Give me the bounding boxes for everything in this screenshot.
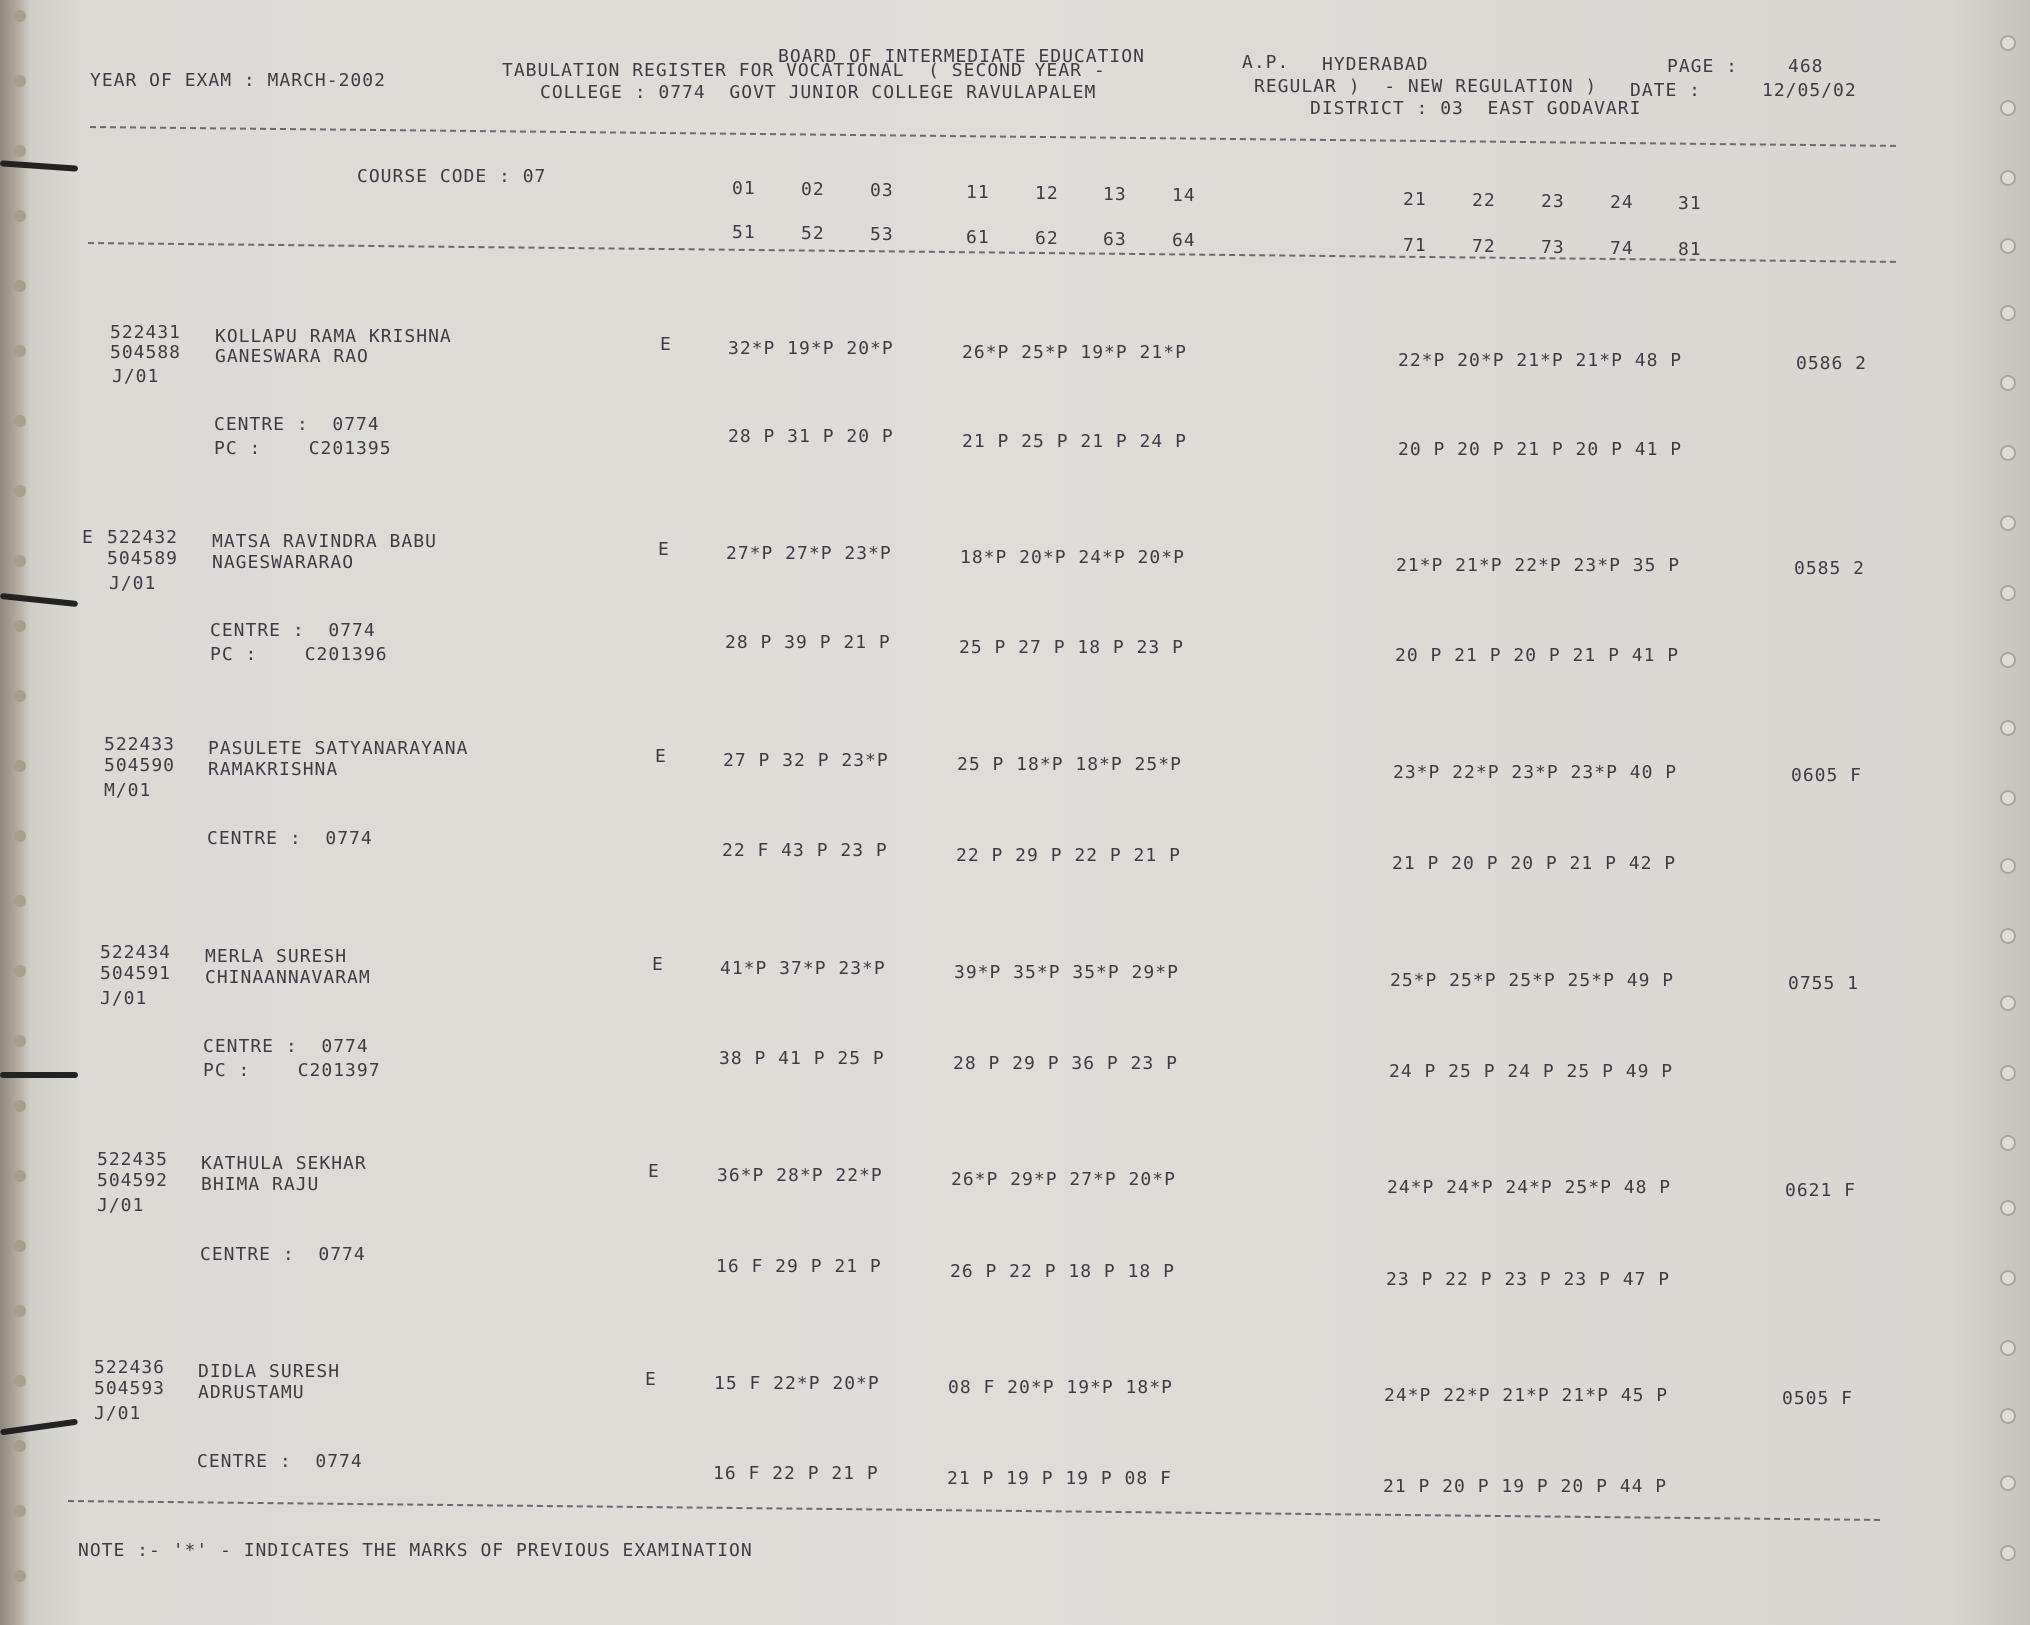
registration-number: 504589	[107, 548, 179, 569]
father-name: ADRUSTAMU	[198, 1382, 305, 1403]
category: J/01	[100, 988, 148, 1009]
code-cell: 02	[801, 179, 825, 200]
binder-hole	[14, 1375, 26, 1387]
code-cell: 73	[1541, 237, 1565, 258]
marks-group-1: 36*P 28*P 22*P	[717, 1165, 883, 1186]
district: DISTRICT : 03 EAST GODAVARI	[1310, 98, 1642, 119]
category: M/01	[104, 780, 152, 801]
hall-ticket-number: 522434	[100, 942, 172, 963]
marks-group-6: 21 P 20 P 19 P 20 P 44 P	[1383, 1476, 1668, 1497]
total-result: 0621 F	[1785, 1180, 1857, 1201]
margin-hole	[2000, 720, 2016, 736]
margin-hole	[2000, 375, 2016, 391]
pc-number: PC : C201397	[203, 1060, 381, 1081]
centre: CENTRE : 0774	[210, 620, 376, 641]
centre: CENTRE : 0774	[214, 414, 380, 435]
category: J/01	[112, 366, 160, 387]
margin-hole	[2000, 1475, 2016, 1491]
binder-hole	[14, 10, 26, 22]
code-cell: 22	[1472, 190, 1496, 211]
medium: E	[652, 954, 664, 975]
medium: E	[655, 746, 667, 767]
category: J/01	[97, 1195, 145, 1216]
code-cell: 21	[1403, 189, 1427, 210]
record-flag: E	[82, 527, 94, 548]
code-cell: 53	[870, 224, 894, 245]
marks-group-5: 22 P 29 P 22 P 21 P	[956, 845, 1181, 866]
binder-hole	[14, 965, 26, 977]
marks-group-4: 16 F 29 P 21 P	[716, 1256, 882, 1277]
marks-group-5: 25 P 27 P 18 P 23 P	[959, 637, 1184, 658]
binder-hole	[14, 895, 26, 907]
registration-number: 504590	[104, 755, 176, 776]
code-cell: 24	[1610, 192, 1634, 213]
registration-number: 504591	[100, 963, 172, 984]
category: J/01	[94, 1403, 142, 1424]
marks-group-2: 39*P 35*P 35*P 29*P	[954, 962, 1179, 983]
hall-ticket-number: 522435	[97, 1149, 169, 1170]
code-cell: 61	[966, 227, 990, 248]
year-of-exam: YEAR OF EXAM : MARCH-2002	[90, 70, 386, 91]
divider-line	[90, 126, 1896, 147]
margin-hole	[2000, 652, 2016, 668]
city: HYDERABAD	[1322, 54, 1429, 75]
code-cell: 11	[966, 182, 990, 203]
margin-hole	[2000, 1065, 2016, 1081]
marks-group-5: 28 P 29 P 36 P 23 P	[953, 1053, 1178, 1074]
father-name: GANESWARA RAO	[215, 346, 369, 367]
code-cell: 71	[1403, 235, 1427, 256]
marks-group-4: 28 P 31 P 20 P	[728, 426, 894, 447]
code-cell: 51	[732, 222, 756, 243]
medium: E	[648, 1161, 660, 1182]
marks-group-2: 08 F 20*P 19*P 18*P	[948, 1377, 1173, 1398]
student-name: PASULETE SATYANARAYANA	[208, 738, 469, 759]
margin-hole	[2000, 928, 2016, 944]
binder-hole	[14, 760, 26, 772]
register-title: TABULATION REGISTER FOR VOCATIONAL ( SECOND YEAR -	[502, 60, 1106, 81]
marks-group-6: 24 P 25 P 24 P 25 P 49 P	[1389, 1061, 1674, 1082]
student-name: KATHULA SEKHAR	[201, 1153, 367, 1174]
hall-ticket-number: 522431	[110, 322, 182, 343]
page-number: 468	[1788, 56, 1824, 77]
medium: E	[645, 1369, 657, 1390]
marks-group-4: 22 F 43 P 23 P	[722, 840, 888, 861]
margin-hole	[2000, 1200, 2016, 1216]
student-name: KOLLAPU RAMA KRISHNA	[215, 326, 452, 347]
marks-group-5: 26 P 22 P 18 P 18 P	[950, 1261, 1175, 1282]
binder-hole	[14, 1100, 26, 1112]
binder-hole	[14, 1570, 26, 1582]
total-result: 0755 1	[1788, 973, 1860, 994]
binder-hole	[14, 1440, 26, 1452]
margin-hole	[2000, 1545, 2016, 1561]
pc-number: PC : C201395	[214, 438, 392, 459]
margin-hole	[2000, 305, 2016, 321]
margin-hole	[2000, 35, 2016, 51]
code-cell: 13	[1103, 184, 1127, 205]
marks-group-6: 21 P 20 P 20 P 21 P 42 P	[1392, 853, 1677, 874]
marks-group-6: 20 P 21 P 20 P 21 P 41 P	[1395, 645, 1680, 666]
marks-group-6: 23 P 22 P 23 P 23 P 47 P	[1386, 1269, 1671, 1290]
binder-hole	[14, 145, 26, 157]
marks-group-3: 24*P 24*P 24*P 25*P 48 P	[1387, 1177, 1672, 1198]
margin-hole	[2000, 238, 2016, 254]
code-cell: 23	[1541, 191, 1565, 212]
binder-hole	[14, 485, 26, 497]
margin-hole	[2000, 790, 2016, 806]
margin-hole	[2000, 170, 2016, 186]
margin-hole	[2000, 995, 2016, 1011]
student-name: MERLA SURESH	[205, 946, 348, 967]
regulation: REGULAR ) - NEW REGULATION )	[1254, 76, 1598, 97]
date-label: DATE :	[1630, 80, 1702, 101]
binder-hole	[14, 690, 26, 702]
binder-hole	[14, 345, 26, 357]
binder-hole	[14, 280, 26, 292]
code-cell: 72	[1472, 236, 1496, 257]
marks-group-3: 21*P 21*P 22*P 23*P 35 P	[1396, 555, 1681, 576]
margin-hole	[2000, 1408, 2016, 1424]
code-cell: 01	[732, 178, 756, 199]
marks-group-5: 21 P 19 P 19 P 08 F	[947, 1468, 1172, 1489]
margin-hole	[2000, 515, 2016, 531]
centre: CENTRE : 0774	[207, 828, 373, 849]
code-cell: 03	[870, 180, 894, 201]
registration-number: 504592	[97, 1170, 169, 1191]
binder-hole	[14, 1505, 26, 1517]
divider-line	[68, 1500, 1880, 1521]
medium: E	[660, 334, 672, 355]
marks-group-2: 26*P 29*P 27*P 20*P	[951, 1169, 1176, 1190]
binder-hole	[14, 1170, 26, 1182]
total-result: 0605 F	[1791, 765, 1863, 786]
centre: CENTRE : 0774	[200, 1244, 366, 1265]
code-cell: 62	[1035, 228, 1059, 249]
marks-group-1: 15 F 22*P 20*P	[714, 1373, 880, 1394]
marks-group-2: 18*P 20*P 24*P 20*P	[960, 547, 1185, 568]
code-cell: 64	[1172, 230, 1196, 251]
margin-hole	[2000, 585, 2016, 601]
marks-group-3: 23*P 22*P 23*P 23*P 40 P	[1393, 762, 1678, 783]
marks-group-1: 41*P 37*P 23*P	[720, 958, 886, 979]
marks-group-3: 24*P 22*P 21*P 21*P 45 P	[1384, 1385, 1669, 1406]
marks-group-6: 20 P 20 P 21 P 20 P 41 P	[1398, 439, 1683, 460]
binder-hole	[14, 830, 26, 842]
code-cell: 63	[1103, 229, 1127, 250]
registration-number: 504593	[94, 1378, 166, 1399]
binder-clip	[0, 1072, 78, 1078]
binder-hole	[14, 210, 26, 222]
marks-group-4: 28 P 39 P 21 P	[725, 632, 891, 653]
marks-group-3: 25*P 25*P 25*P 25*P 49 P	[1390, 970, 1675, 991]
father-name: BHIMA RAJU	[201, 1174, 320, 1195]
code-cell: 31	[1678, 193, 1702, 214]
centre: CENTRE : 0774	[203, 1036, 369, 1057]
course-code: COURSE CODE : 07	[357, 166, 547, 187]
binder-hole	[14, 555, 26, 567]
date: 12/05/02	[1762, 80, 1857, 101]
binder-hole	[14, 75, 26, 87]
code-cell: 74	[1610, 238, 1634, 259]
total-result: 0585 2	[1794, 558, 1866, 579]
margin-hole	[2000, 858, 2016, 874]
margin-hole	[2000, 100, 2016, 116]
hall-ticket-number: 522436	[94, 1357, 166, 1378]
code-cell: 52	[801, 223, 825, 244]
margin-hole	[2000, 445, 2016, 461]
father-name: NAGESWARARAO	[212, 552, 355, 573]
margin-hole	[2000, 1135, 2016, 1151]
college: COLLEGE : 0774 GOVT JUNIOR COLLEGE RAVULAPALEM	[540, 82, 1097, 103]
marks-group-2: 25 P 18*P 18*P 25*P	[957, 754, 1182, 775]
marks-group-3: 22*P 20*P 21*P 21*P 48 P	[1398, 350, 1683, 371]
footer-note: NOTE :- '*' - INDICATES THE MARKS OF PREVIOUS EXAMINATION	[78, 1540, 753, 1561]
marks-group-2: 26*P 25*P 19*P 21*P	[962, 342, 1187, 363]
hall-ticket-number: 522432	[107, 527, 179, 548]
student-name: MATSA RAVINDRA BABU	[212, 531, 437, 552]
registration-number: 504588	[110, 342, 182, 363]
hall-ticket-number: 522433	[104, 734, 176, 755]
pc-number: PC : C201396	[210, 644, 388, 665]
binder-hole	[14, 1240, 26, 1252]
total-result: 0505 F	[1782, 1388, 1854, 1409]
binder-hole	[14, 1305, 26, 1317]
binder-hole	[14, 1035, 26, 1047]
marks-group-1: 27 P 32 P 23*P	[723, 750, 889, 771]
student-name: DIDLA SURESH	[198, 1361, 341, 1382]
page-label: PAGE :	[1667, 56, 1739, 77]
state: A.P.	[1242, 52, 1290, 73]
father-name: RAMAKRISHNA	[208, 759, 339, 780]
margin-hole	[2000, 1340, 2016, 1356]
binder-hole	[14, 415, 26, 427]
total-result: 0586 2	[1796, 353, 1868, 374]
father-name: CHINAANNAVARAM	[205, 967, 371, 988]
marks-group-1: 27*P 27*P 23*P	[726, 543, 892, 564]
marks-group-5: 21 P 25 P 21 P 24 P	[962, 431, 1187, 452]
margin-hole	[2000, 1270, 2016, 1286]
medium: E	[658, 539, 670, 560]
binder-hole	[14, 620, 26, 632]
code-cell: 14	[1172, 185, 1196, 206]
code-cell: 12	[1035, 183, 1059, 204]
category: J/01	[109, 573, 157, 594]
board-name: BOARD OF INTERMEDIATE EDUCATION	[778, 46, 1145, 67]
marks-group-4: 16 F 22 P 21 P	[713, 1463, 879, 1484]
marks-group-1: 32*P 19*P 20*P	[728, 338, 894, 359]
code-cell: 81	[1678, 239, 1702, 260]
marks-group-4: 38 P 41 P 25 P	[719, 1048, 885, 1069]
centre: CENTRE : 0774	[197, 1451, 363, 1472]
